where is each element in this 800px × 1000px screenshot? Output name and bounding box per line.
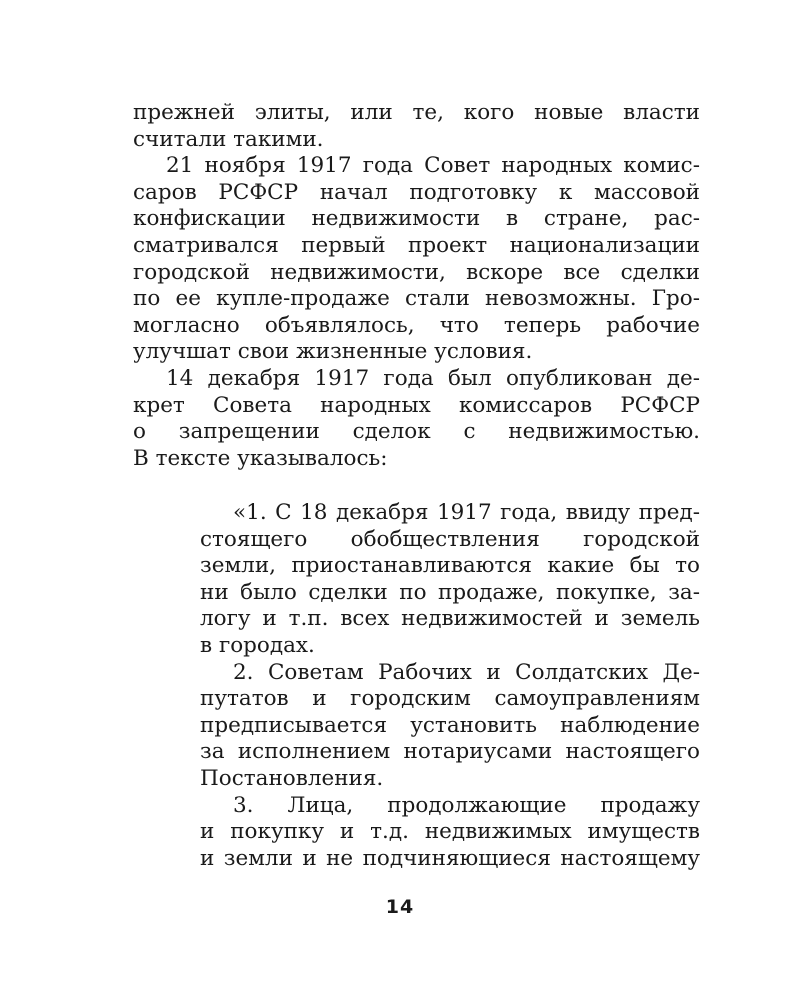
text-line: ни было сделки по продаже, покупке, за- xyxy=(200,579,700,605)
text-line: и покупку и т.д. недвижимых имуществ xyxy=(200,819,700,845)
text-line: 3. Лица, продолжающие продажу xyxy=(233,792,700,818)
text-line: и земли и не подчиняющиеся настоящему xyxy=(200,845,700,871)
text-line: городской недвижимости, вскоре все сделки xyxy=(133,259,700,285)
text-line: по ее купле-продаже стали невозможны. Гро- xyxy=(133,286,700,312)
text-line: Постановления. xyxy=(200,765,384,791)
text-line: улучшат свои жизненные условия. xyxy=(133,339,533,365)
text-line: предписывается установить наблюдение xyxy=(200,712,700,738)
main-text xyxy=(133,100,700,472)
text-line: 21 ноября 1917 года Совет народных комис- xyxy=(166,153,700,179)
text-line: сматривался первый проект национализации xyxy=(133,232,700,258)
text-line: В тексте указывалось: xyxy=(133,445,388,471)
quote-item-3 xyxy=(200,793,700,873)
text-line: прежней элиты, или те, кого новые власти xyxy=(133,100,700,125)
paragraph-2 xyxy=(133,153,700,366)
quote-item-1 xyxy=(200,500,700,660)
text-line: считали такими. xyxy=(133,126,324,152)
text-line: крет Совета народных комиссаров РСФСР xyxy=(133,392,700,418)
text-line: 14 декабря 1917 года был опубликован де- xyxy=(166,365,700,391)
text-line: саров РСФСР начал подготовку к массовой xyxy=(133,179,700,205)
text-line: путатов и городским самоуправлениям xyxy=(200,686,700,712)
text-line: логу и т.п. всех недвижимостей и земель xyxy=(200,606,700,632)
text-line: 2. Советам Рабочих и Солдатских Де- xyxy=(233,659,700,685)
text-line: конфискации недвижимости в стране, рас- xyxy=(133,206,700,232)
text-line: в городах. xyxy=(200,632,315,658)
paragraph-3 xyxy=(133,366,700,472)
text-line: стоящего обобществления городской xyxy=(200,526,700,552)
text-line: «1. С 18 декабря 1917 года, ввиду пред- xyxy=(233,500,700,525)
text-line: могласно объявлялось, что теперь рабочие xyxy=(133,312,700,338)
decree-quote xyxy=(200,500,700,872)
paragraph-1 xyxy=(133,100,700,153)
quote-item-2 xyxy=(200,660,700,793)
text-line: земли, приостанавливаются какие бы то xyxy=(200,553,700,579)
text-line: о запрещении сделок с недвижимостью. xyxy=(133,419,700,445)
text-line: за исполнением нотариусами настоящего xyxy=(200,739,700,765)
page-number: 14 xyxy=(385,896,415,918)
